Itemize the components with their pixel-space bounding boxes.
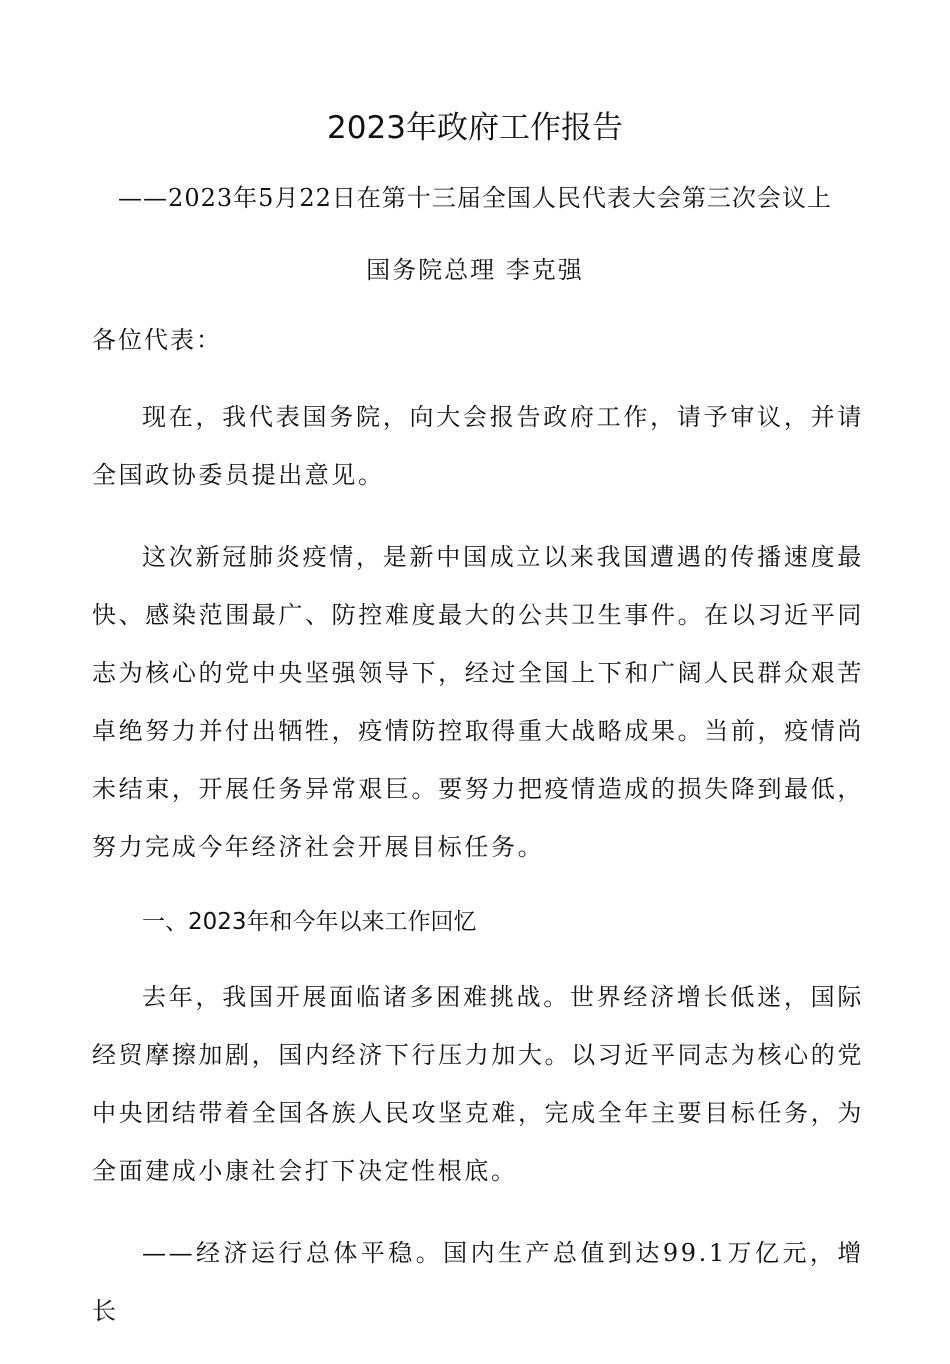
paragraph: ——经济运行总体平稳。国内生产总值到达99.1万亿元，增长 [92,1239,864,1325]
salutation: 各位代表： [92,326,222,354]
section-heading: 一、2023年和今年以来工作回忆 [142,909,477,935]
paragraph: 去年，我国开展面临诸多困难挑战。世界经济增长低迷，国际经贸摩擦加剧，国内经济下行压力加大。以习近平同志为核心的党中央团结带着全国各族人民攻坚克难，完成全年主要目标任务，为全面建成小康社会打下决定性根底。 [92,983,864,1185]
document-subtitle: ——2023年5月22日在第十三届全国人民代表大会第三次会议上 [118,184,832,212]
paragraph: 现在，我代表国务院，向大会报告政府工作，请予审议，并请全国政协委员提出意见。 [92,403,864,489]
document-body [92,318,864,1364]
paragraph: 这次新冠肺炎疫情，是新中国成立以来我国遭遇的传播速度最快、感染范围最广、防控难度最大的公共卫生事件。在以习近平同志为核心的党中央坚强领导下，经过全国上下和广阔人民群众艰苦卓绝努力并付出牺牲，疫情防控取得重大战略成果。当前，疫情尚未结束，开展任务异常艰巨。要努力把疫情造成的损失降到最低，努力完成今年经济社会开展目标任务。 [92,543,864,861]
speaker-line: 国务院总理 李克强 [366,256,584,284]
document-title: 2023年政府工作报告 [327,110,623,146]
